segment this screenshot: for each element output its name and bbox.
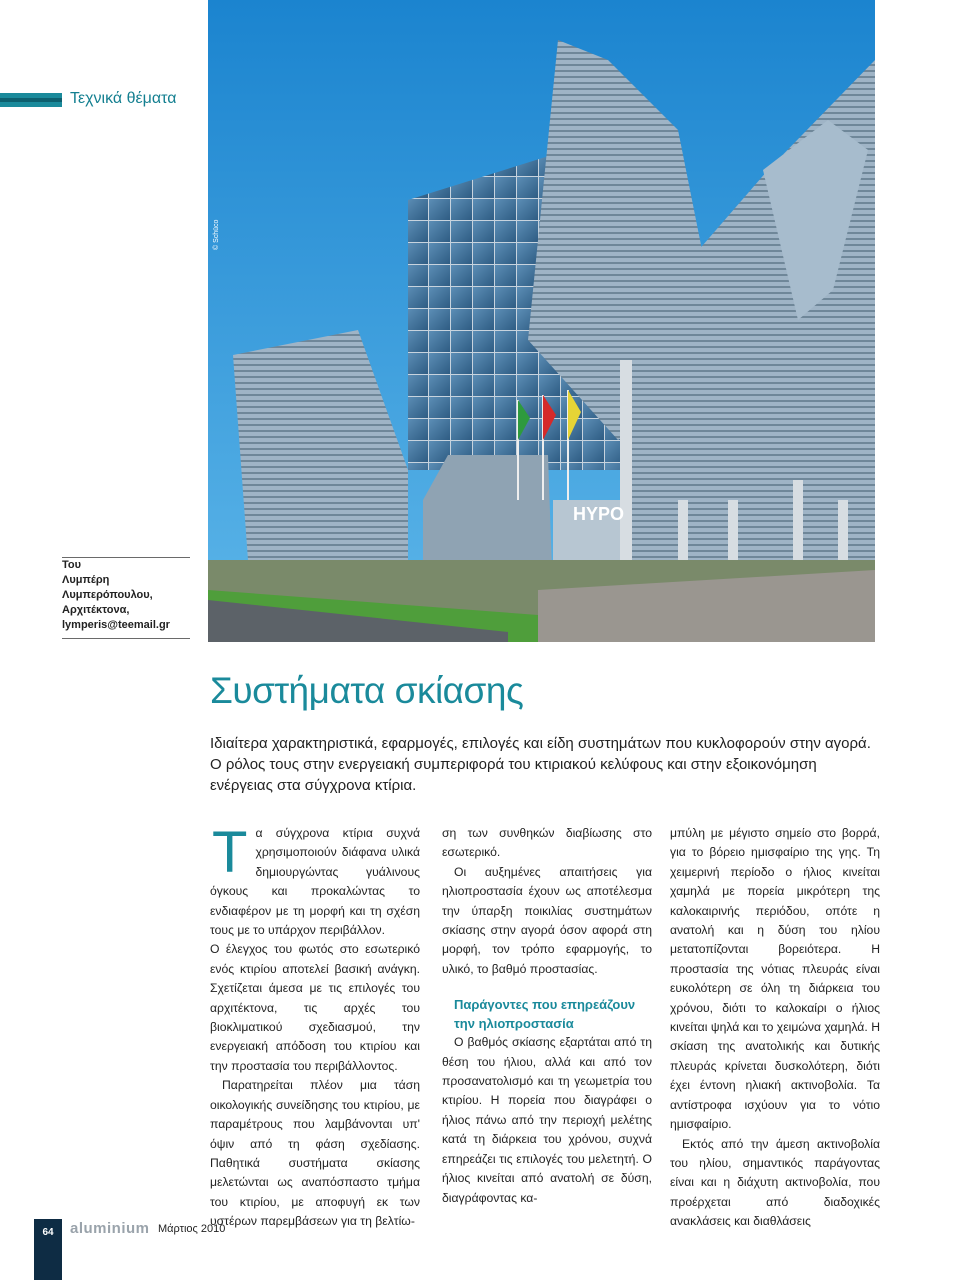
- photo-credit: © Schüco: [213, 219, 220, 250]
- column-3: [670, 824, 880, 1232]
- drop-cap: Τ: [212, 820, 248, 885]
- author-line: Του: [62, 559, 82, 571]
- magazine-logo: aluminium: [70, 1220, 150, 1237]
- header-accent-bar-dark: [0, 98, 62, 102]
- author-line: Λυμπέρη: [62, 574, 110, 586]
- column-2: [442, 824, 652, 1208]
- page-number: 64: [34, 1219, 62, 1280]
- paragraph: μπύλη με μέγιστο σημείο στο βορρά, για το βόρειο ημισφαίριο της γης. Τη χειμερινή περίοδο ο ήλιος κινείται χαμηλά με πορεία μικρότερη της καλοκαιρινής περιόδου, οπότε η ανατολή και η δύση του ηλίου μετατοπίζονται βορειότερα. Η προστασία της νότιας πλευράς είναι ευκολότερη σε όλη τη διάρκεια του χρόνου, διότι το καλοκαίρι ο ήλιος κινείται ψηλά και το χειμώνα χαμηλά. Η σκίαση της ανατολικής και δυτικής πλευράς κρίνεται δυσκολότερη, διότι έχει έντονη ηλιακή ακτινοβολία. Τα αντίστροφα ισχύουν για το νότιο ημισφαίριο.: [670, 826, 880, 1132]
- author-line: Λυμπερόπουλου,: [62, 589, 153, 601]
- author-email[interactable]: lymperis@teemail.gr: [62, 619, 170, 631]
- paragraph: Οι αυξημένες απαιτήσεις για ηλιοπροστασία έχουν ως αποτέλεσμα την ύπαρξη ποικιλίας συστημάτων σκίασης στην αγορά όσον αφορά στη μορφή, τον τρόπο εφαρμογής, το υλικό, το βαθμό προστασίας.: [442, 864, 652, 976]
- author-box: [62, 557, 190, 639]
- issue-date: Μάρτιος 2010: [158, 1223, 226, 1235]
- column-1: [210, 820, 420, 1232]
- paragraph: Ο βαθμός σκίασης εξαρτάται από τη θέση του ήλιου, αλλά και από τον προσανατολισμό και τη γεωμετρία του κτιρίου. Η πορεία που διαγράφει ο ήλιος πάνω από την περιοχή μελέτης κατά τη διάρκεια του χρόνου, συχνά επηρεάζει τις επιλογές του μελετητή. Ο ήλιος κινείται από ανατολή σε δύση, διαγράφοντας κα-: [442, 1035, 652, 1205]
- paragraph: Παρατηρείται πλέον μια τάση οικολογικής συνείδησης του κτιρίου, με παραμέτρους που λαμβάνονται υπ' όψιν από τη φάση σχεδίασης. Παθητικά συστήματα σκίασης μελετώνται ως αναπόσπαστο τμήμα του κτιρίου, με αποφυγή εκ των υστέρων παρεμβάσεων για τη βελτίω-: [210, 1078, 420, 1229]
- article-title: Συστήματα σκίασης: [210, 670, 524, 711]
- paragraph: ση των συνθηκών διαβίωσης στο εσωτερικό.: [442, 826, 652, 860]
- section-title: Τεχνικά θέματα: [70, 90, 177, 107]
- subheading: Παράγοντες που επηρεάζουν την ηλιοπροστασία: [454, 997, 636, 1032]
- paragraph: α σύγχρονα κτίρια συχνά χρησιμοποιούν διάφανα υλικά δημιουργώντας γυάλινους όγκους και προκαλώντας το ενδιαφέρον με τη μορφή και τη σχέση τους με το υπάρχον περιβάλλον.: [210, 826, 420, 938]
- paragraph: Ο έλεγχος του φωτός στο εσωτερικό ενός κτιρίου αποτελεί βασική ανάγκη. Σχετίζεται άμεσα με τις επιλογές του αρχιτέκτονα, τις αρχές του βιοκλιματικού σχεδιασμού, την ενεργειακή απόδοση του κτιρίου και την προστασία του περιβάλλοντος.: [210, 942, 420, 1073]
- author-line: Αρχιτέκτονα,: [62, 604, 130, 616]
- article-lead: Ιδιαίτερα χαρακτηριστικά, εφαρμογές, επιλογές και είδη συστημάτων που κυκλοφορούν στην αγορά. Ο ρόλος τους στην ενεργειακή συμπεριφορά του κτιριακού κελύφους και στην εξοικονόμηση ενέργειας στα σύγχρονα κτίρια.: [210, 735, 871, 794]
- hypo-sign: HYPO: [573, 504, 625, 524]
- paragraph: Εκτός από την άμεση ακτινοβολία του ηλίου, σημαντικός παράγοντας είναι και η διάχυτη ακτινοβολία, που προέρχεται από διαδοχικές ανακλάσεις και διαθλάσεις: [670, 1136, 880, 1229]
- building-photo: [208, 0, 875, 642]
